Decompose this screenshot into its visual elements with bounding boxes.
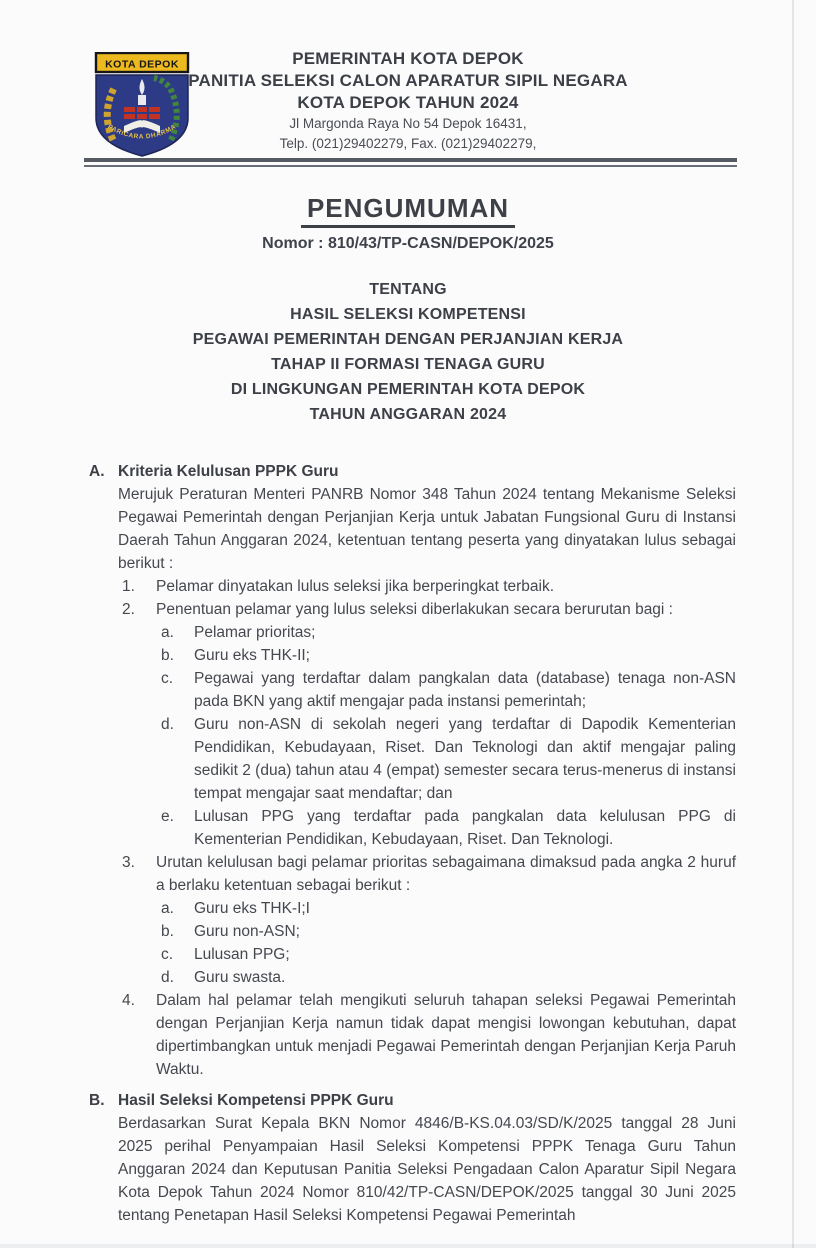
- subject-line: HASIL SELEKSI KOMPETENSI: [290, 306, 526, 323]
- sub-list-item: [156, 644, 736, 667]
- subject-line: DI LINGKUNGAN PEMERINTAH KOTA DEPOK: [230, 381, 586, 398]
- section-b-paragraph: Berdasarkan Surat Kepala BKN Nomor 4846/B-KS.04.03/SD/K/2025 tanggal 28 Juni 2025 perihal Penyampaian Hasil Seleksi Kompetensi PPPK Tenaga Guru Tahun Anggaran 2024 dan Keputusan Panitia Seleksi Pengadaan Calon Aparatur Sipil Negara Kota Depok Tahun 2024 Nomor 810/42/TP-CASN/DEPOK/2025 tanggal 30 Juni 2025 tentang Penetapan Hasil Seleksi Kompetensi Pegawai Pemerintah: [118, 1115, 736, 1224]
- sub-item-marker: e.: [161, 808, 174, 825]
- sub-item-text: Guru eks THK-II;: [194, 647, 310, 664]
- subject-line: PEGAWAI PEMERINTAH DENGAN PERJANJIAN KERJA: [192, 331, 624, 348]
- sub-item-marker: d.: [161, 716, 174, 733]
- sub-item-marker: a.: [161, 624, 174, 641]
- sub-item-text: Pegawai yang terdaftar dalam pangkalan data (database) tenaga non-ASN pada BKN yang aktif mengajar pada instansi pemerintah;: [194, 670, 736, 710]
- sub-item-marker: c.: [161, 946, 174, 963]
- list-item-text: Penentuan pelamar yang lulus seleksi diberlakukan secara berurutan bagi :: [156, 601, 673, 618]
- emblem-torch-base: [138, 95, 146, 105]
- document-title: PENGUMUMAN: [301, 193, 515, 228]
- list-item-text: Dalam hal pelamar telah mengikuti seluruh tahapan seleksi Pegawai Pemerintah dengan Perjanjian Kerja namun tidak dapat mengisi lowongan kebutuhan, dapat dipertimbangkan untuk menjadi Pegawai Pemerintah dengan Perjanjian Kerja Paruh Waktu.: [156, 992, 736, 1078]
- sub-item-text: Guru non-ASN di sekolah negeri yang terdaftar di Dapodik Kementerian Pendidikan, Kebudayaan, Riset. Dan Teknologi dan aktif mengajar paling sedikit 2 (dua) tahun atau 4 (empat) semester secara terus-menerus di instansi tempat mengajar saat mendaftar; dan: [194, 716, 736, 802]
- address-line: Jl Margonda Raya No 54 Depok 16431,: [289, 116, 527, 131]
- org-name-line: PEMERINTAH KOTA DEPOK: [292, 49, 524, 68]
- sub-list-item: [156, 897, 736, 920]
- sub-item-marker: b.: [161, 923, 174, 940]
- letterhead-divider: [84, 158, 737, 167]
- title-block: [0, 193, 816, 253]
- sub-item-text: Lulusan PPG;: [194, 946, 290, 963]
- scan-artifact-right-edge: [792, 0, 794, 1248]
- sub-item-marker: c.: [161, 670, 174, 687]
- list-item: [118, 989, 736, 1081]
- scan-artifact-bottom-edge: [0, 1244, 816, 1248]
- section-b-marker: B.: [89, 1092, 105, 1109]
- sub-item-marker: d.: [161, 969, 174, 986]
- phone-fax-line: Telp. (021)29402279, Fax. (021)29402279,: [279, 136, 537, 151]
- list-item: [118, 575, 736, 598]
- sub-item-marker: a.: [161, 900, 174, 917]
- section-a-intro: Merujuk Peraturan Menteri PANRB Nomor 348 Tahun 2024 tentang Mekanisme Seleksi Pegawai Pemerintah dengan Perjanjian Kerja untuk Jabatan Fungsional Guru di Instansi Daerah Tahun Anggaran 2024, ketentuan tentang peserta yang dinyatakan lulus sebagai berikut :: [118, 486, 736, 572]
- divider-thin-rule: [84, 165, 737, 167]
- divider-thick-rule: [84, 158, 737, 162]
- sub-list-item: [156, 943, 736, 966]
- list-item-text: Urutan kelulusan bagi pelamar prioritas sebagaimana dimaksud pada angka 2 huruf a berlaku ketentuan sebagai berikut :: [156, 854, 736, 894]
- section-b-heading: Hasil Seleksi Kompetensi PPPK Guru: [118, 1092, 394, 1109]
- sub-item-text: Guru eks THK-I;I: [194, 900, 310, 917]
- org-year-line: KOTA DEPOK TAHUN 2024: [297, 93, 519, 112]
- emblem-bar-bottom: [124, 114, 160, 119]
- sub-list-item: [156, 805, 736, 851]
- emblem-bar-top: [124, 107, 160, 112]
- letterhead: [0, 0, 816, 154]
- list-item: [118, 851, 736, 989]
- document-body: [84, 460, 736, 1227]
- emblem-motto-text: PARICARA DHARMA: [106, 123, 178, 141]
- list-item-marker: 3.: [122, 854, 135, 871]
- sub-list-item: [156, 621, 736, 644]
- kota-depok-emblem-icon: [88, 52, 196, 158]
- document-number: Nomor : 810/43/TP-CASN/DEPOK/2025: [262, 235, 554, 252]
- list-item-marker: 2.: [122, 601, 135, 618]
- list-item: [118, 598, 736, 851]
- subject-line: TAHUN ANGGARAN 2024: [309, 406, 507, 423]
- subject-block: [0, 277, 816, 427]
- subject-line: TENTANG: [369, 281, 447, 298]
- sub-list-item: [156, 966, 736, 989]
- sub-list-item: [156, 713, 736, 805]
- emblem-banner-text: KOTA DEPOK: [105, 58, 179, 71]
- section-b: [84, 1089, 736, 1227]
- list-item-text: Pelamar dinyatakan lulus seleksi jika berperingkat terbaik.: [156, 578, 555, 595]
- subject-line: TAHAP II FORMASI TENAGA GURU: [271, 356, 545, 373]
- sub-item-text: Guru non-ASN;: [194, 923, 300, 940]
- sub-item-text: Pelamar prioritas;: [194, 624, 316, 641]
- sub-item-text: Lulusan PPG yang terdaftar pada pangkalan data kelulusan PPG di Kementerian Pendidikan, Kebudayaan, Riset. Dan Teknologi.: [194, 808, 736, 848]
- list-item-marker: 4.: [122, 992, 135, 1009]
- committee-name-line: PANITIA SELEKSI CALON APARATUR SIPIL NEGARA: [188, 71, 628, 90]
- sub-list-item: [156, 667, 736, 713]
- list-item-marker: 1.: [122, 578, 135, 595]
- sub-item-marker: b.: [161, 647, 174, 664]
- section-a-heading: Kriteria Kelulusan PPPK Guru: [118, 463, 339, 480]
- sub-list-item: [156, 920, 736, 943]
- sub-item-text: Guru swasta.: [194, 969, 286, 986]
- section-a: [84, 460, 736, 1081]
- section-a-marker: A.: [89, 463, 105, 480]
